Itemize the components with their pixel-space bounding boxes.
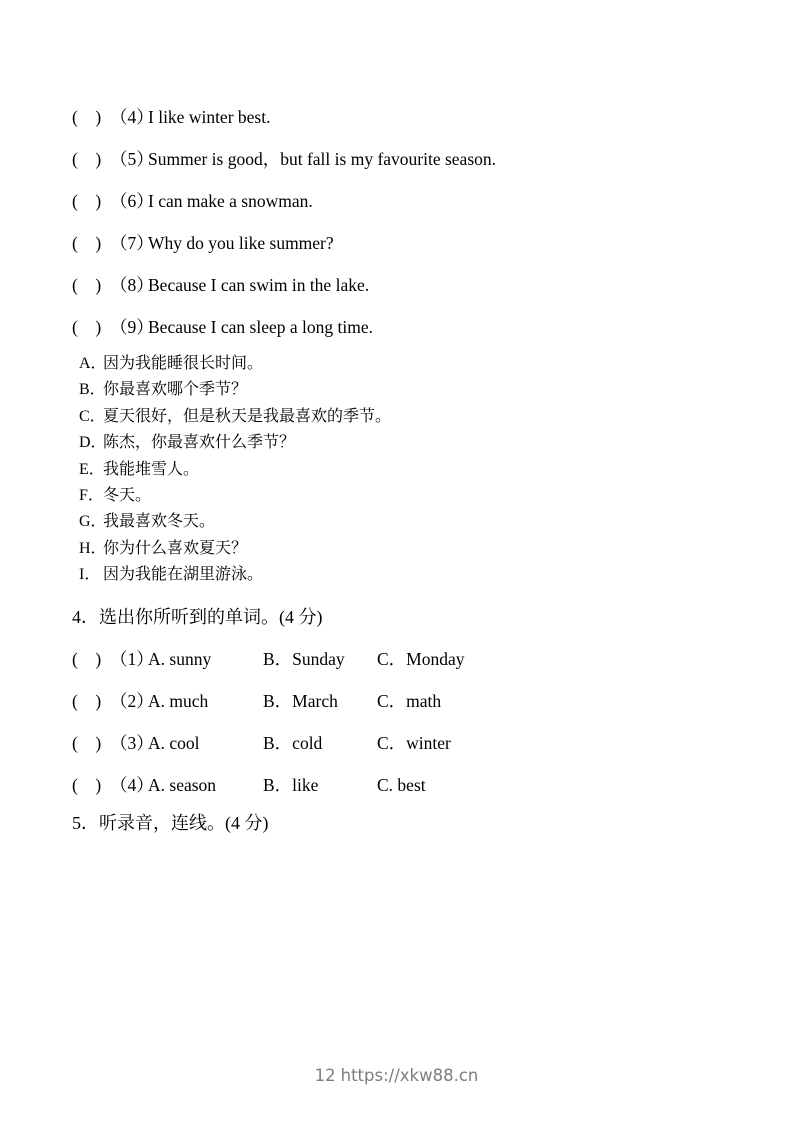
option-item [79,377,679,403]
option-b: B．like [263,775,319,795]
option-text: 冬天。 [103,486,152,504]
option-text: 我能堆雪人。 [103,460,200,478]
quiz-row [72,680,722,722]
option-text: 因为我能睡很长时间。 [103,355,264,372]
option-text: 你为什么喜欢夏天？ [103,539,248,557]
section-4 [72,596,722,806]
answer-blank: ( ) [72,649,102,669]
option-item [79,404,679,430]
option-text: 陈杰，你最喜欢什么季节？ [103,434,296,452]
option-letter: H． [79,539,107,557]
option-letter: D． [79,434,107,452]
item-number: （5） [110,149,154,169]
answer-blank: ( ) [72,233,102,253]
site-url: https://xkw88.cn [340,1066,479,1085]
quiz-row [72,722,722,764]
option-text: 我最喜欢冬天。 [103,513,216,531]
option-letter: E． [79,460,105,478]
listening-sentences-list [72,96,722,348]
listening-item [72,264,722,306]
item-sentence: Summer is good，but fall is my favourite season. [148,149,497,169]
option-letter: F． [79,486,104,504]
option-a: A. season [148,775,217,795]
option-letter: G． [79,513,107,531]
quiz-row [72,638,722,680]
listening-item [72,180,722,222]
answer-blank: ( ) [72,733,102,753]
listening-item [72,138,722,180]
option-letter: I． [79,566,101,584]
option-c: C．Monday [377,649,465,669]
answer-blank: ( ) [72,107,102,127]
option-a: A. much [148,691,209,711]
quiz-row [72,764,722,806]
option-item [79,351,679,377]
item-sentence: Because I can sleep a long time. [148,317,373,337]
item-number: （9） [110,317,154,337]
item-sentence: Why do you like summer? [148,233,334,253]
item-number: （6） [110,191,154,211]
option-a: A. cool [148,733,200,753]
listening-item [72,222,722,264]
page-footer [0,1066,793,1085]
option-letter: B． [79,381,106,399]
answer-blank: ( ) [72,317,102,337]
chinese-options-list [79,351,679,589]
answer-blank: ( ) [72,149,102,169]
option-a: A. sunny [148,649,212,669]
item-number: （4） [110,775,154,795]
listening-item [72,306,722,348]
item-number: （7） [110,233,154,253]
option-item [79,536,679,562]
item-number: （1） [110,649,154,669]
section-5-title: 5．听录音，连线。(4 分) [72,813,269,833]
option-item [79,562,679,588]
option-b: B．March [263,691,338,711]
option-c: C. best [377,775,426,795]
section-5 [72,802,722,844]
answer-blank: ( ) [72,275,102,295]
section-4-title: 4．选出你所听到的单词。(4 分) [72,607,323,627]
option-text: 你最喜欢哪个季节？ [103,381,248,399]
option-letter: A． [79,355,107,372]
option-b: B．Sunday [263,649,345,669]
option-item [79,509,679,535]
item-sentence: I can make a snowman. [148,191,313,211]
answer-blank: ( ) [72,775,102,795]
item-number: （2） [110,691,154,711]
option-c: C．math [377,691,442,711]
option-item [79,457,679,483]
answer-blank: ( ) [72,691,102,711]
item-number: （4） [110,107,154,127]
item-sentence: Because I can swim in the lake. [148,275,370,295]
listening-item [72,96,722,138]
option-c: C．winter [377,733,451,753]
item-number: （3） [110,733,154,753]
option-text: 夏天很好，但是秋天是我最喜欢的季节。 [103,407,392,425]
item-sentence: I like winter best. [148,107,271,127]
answer-blank: ( ) [72,191,102,211]
option-letter: C． [79,407,106,425]
page-number: 12 [314,1066,336,1085]
option-item [79,483,679,509]
option-item [79,430,679,456]
item-number: （8） [110,275,154,295]
option-text: 因为我能在湖里游泳。 [103,566,264,584]
option-b: B．cold [263,733,323,753]
